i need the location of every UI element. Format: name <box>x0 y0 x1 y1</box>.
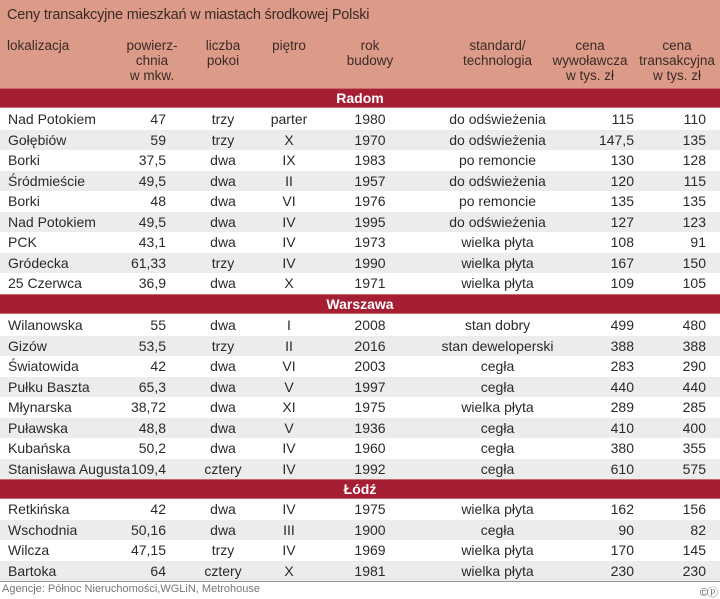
cell-year: 2003 <box>354 358 386 374</box>
cell-rooms: cztery <box>204 460 242 477</box>
cell-standard: cegła <box>480 521 515 538</box>
cell-asking-price: 388 <box>610 337 634 354</box>
cell-floor: X <box>284 562 294 579</box>
cell-asking-price: 289 <box>610 399 634 415</box>
cell-transaction-price: 128 <box>682 152 706 168</box>
cell-asking-price: 410 <box>610 419 634 436</box>
cell-location: Kubańska <box>8 440 71 456</box>
table-row <box>0 499 720 520</box>
section-title: Łódź <box>343 481 377 497</box>
col-header-rooms: liczba pokoi <box>205 38 241 68</box>
cell-rooms: dwa <box>210 399 236 415</box>
cell-area: 43,1 <box>138 234 166 250</box>
cell-area: 49,5 <box>138 213 166 230</box>
cell-location: Światowida <box>8 358 79 374</box>
cc-license-icon: ©ⓟ <box>699 587 717 599</box>
cell-floor: X <box>284 275 294 291</box>
cell-location: Gizów <box>8 337 47 354</box>
cell-year: 1975 <box>354 399 386 415</box>
table-row <box>0 315 720 336</box>
cell-floor: XI <box>282 399 296 415</box>
cell-floor: IV <box>282 254 296 271</box>
cell-year: 1995 <box>354 213 386 230</box>
cell-year: 1957 <box>354 172 386 189</box>
cell-year: 1983 <box>354 152 386 168</box>
table-row <box>0 191 720 212</box>
cell-area: 42 <box>150 501 166 517</box>
cell-transaction-price: 135 <box>682 131 706 148</box>
cell-standard: cegła <box>480 358 515 374</box>
rows-radom <box>0 109 720 294</box>
cell-floor: IV <box>282 234 296 250</box>
cell-transaction-price: 575 <box>682 460 706 477</box>
cell-asking-price: 127 <box>610 213 634 230</box>
cell-standard: po remoncie <box>458 193 537 209</box>
cell-asking-price: 170 <box>610 542 634 558</box>
cell-asking-price: 130 <box>610 152 634 168</box>
cell-standard: wielka płyta <box>461 275 534 291</box>
cell-asking-price: 380 <box>610 440 634 456</box>
table-row <box>0 130 720 151</box>
cell-rooms: trzy <box>211 337 235 354</box>
table-row <box>0 109 720 130</box>
cell-location: Borki <box>8 193 40 209</box>
cell-transaction-price: 400 <box>682 419 706 436</box>
cell-area: 36,9 <box>138 275 166 291</box>
cell-location: Nad Potokiem <box>8 111 96 127</box>
cell-year: 1936 <box>354 419 386 436</box>
section-title: Warszawa <box>326 296 394 312</box>
cell-transaction-price: 388 <box>682 337 706 354</box>
cell-floor: IV <box>282 213 296 230</box>
cell-transaction-price: 355 <box>682 440 706 456</box>
cell-area: 109,4 <box>130 460 166 477</box>
cell-area: 53,5 <box>138 337 166 354</box>
col-header-area: powierz- chnia w mkw. <box>126 38 178 83</box>
cell-standard: wielka płyta <box>461 254 534 271</box>
cell-rooms: dwa <box>210 275 236 291</box>
cell-standard: stan deweloperski <box>441 337 554 354</box>
table-row <box>0 459 720 480</box>
cell-floor: parter <box>270 111 308 127</box>
cell-transaction-price: 480 <box>682 317 706 333</box>
table-row <box>0 232 720 253</box>
col-header-transaction-price: cena transakcyjna w tys. zł <box>639 38 715 83</box>
cell-transaction-price: 123 <box>682 213 706 230</box>
cell-floor: III <box>283 521 295 538</box>
cell-asking-price: 283 <box>610 358 634 374</box>
table-row <box>0 438 720 459</box>
section-title: Radom <box>336 90 384 106</box>
cell-floor: IX <box>282 152 296 168</box>
cell-standard: wielka płyta <box>461 234 534 250</box>
cell-area: 48,8 <box>138 419 166 436</box>
cell-transaction-price: 440 <box>682 378 706 395</box>
cell-asking-price: 147,5 <box>598 131 634 148</box>
cell-standard: wielka płyta <box>461 399 534 415</box>
cell-year: 1981 <box>354 562 386 579</box>
cell-transaction-price: 105 <box>682 275 706 291</box>
table-row <box>0 356 720 377</box>
cell-asking-price: 115 <box>611 111 634 127</box>
cell-area: 55 <box>150 317 166 333</box>
cell-location: Młynarska <box>8 399 72 415</box>
cell-floor: V <box>284 419 294 436</box>
cell-floor: IV <box>282 440 296 456</box>
cell-standard: do odświeżenia <box>449 172 546 189</box>
cell-standard: cegła <box>480 440 515 456</box>
cell-transaction-price: 91 <box>690 234 706 250</box>
table-row <box>0 273 720 294</box>
cell-year: 1900 <box>354 521 386 538</box>
source-note: Agencje: Północ Nieruchomości,WGLiN, Metrohouse <box>2 583 261 595</box>
cell-transaction-price: 230 <box>682 562 706 579</box>
cell-asking-price: 108 <box>610 234 634 250</box>
cell-asking-price: 120 <box>610 172 634 189</box>
cell-rooms: trzy <box>211 111 235 127</box>
cell-transaction-price: 285 <box>682 399 706 415</box>
rows-lodz <box>0 499 720 581</box>
table-title: Ceny transakcyjne mieszkań w miastach środkowej Polski <box>7 7 370 23</box>
cell-transaction-price: 110 <box>683 111 706 127</box>
cell-standard: cegła <box>480 378 515 395</box>
cell-year: 1992 <box>354 460 386 477</box>
cell-rooms: dwa <box>210 440 236 456</box>
cell-floor: IV <box>282 460 296 477</box>
cell-rooms: dwa <box>210 358 236 374</box>
cell-location: Gołębiów <box>8 131 67 148</box>
cell-standard: cegła <box>480 460 515 477</box>
cell-area: 42 <box>150 358 166 374</box>
table-row <box>0 212 720 233</box>
cell-year: 2016 <box>354 337 386 354</box>
cell-asking-price: 167 <box>610 254 634 271</box>
section-header-warszawa <box>0 294 720 314</box>
cell-location: Wilanowska <box>8 317 83 333</box>
cell-rooms: trzy <box>211 542 235 558</box>
cell-area: 48 <box>150 193 166 209</box>
col-header-floor: piętro <box>272 38 306 53</box>
table-row <box>0 397 720 418</box>
footer-divider <box>0 581 720 582</box>
cell-rooms: dwa <box>210 317 236 333</box>
col-header-year: rok budowy <box>346 38 394 68</box>
cell-location: Pułku Baszta <box>8 378 90 395</box>
cell-standard: wielka płyta <box>461 562 534 579</box>
cell-standard: wielka płyta <box>461 542 534 558</box>
cell-floor: IV <box>282 542 296 558</box>
cell-floor: V <box>284 378 294 395</box>
col-header-standard: standard/ technologia <box>462 38 533 68</box>
cell-standard: do odświeżenia <box>449 111 546 127</box>
cell-location: Puławska <box>8 419 68 436</box>
cell-year: 1973 <box>354 234 386 250</box>
cell-rooms: dwa <box>210 213 236 230</box>
table-header <box>0 0 720 88</box>
cell-area: 59 <box>150 131 166 148</box>
cell-asking-price: 135 <box>610 193 634 209</box>
cell-rooms: dwa <box>210 193 236 209</box>
cell-area: 50,16 <box>130 521 166 538</box>
cell-rooms: dwa <box>210 172 236 189</box>
table-row <box>0 561 720 582</box>
cell-rooms: dwa <box>210 234 236 250</box>
cell-year: 1971 <box>354 275 386 291</box>
cell-rooms: cztery <box>204 562 242 579</box>
cell-standard: po remoncie <box>458 152 537 168</box>
table-row <box>0 418 720 439</box>
cell-location: Nad Potokiem <box>8 213 96 230</box>
section-header-lodz <box>0 479 720 499</box>
cell-transaction-price: 156 <box>682 501 706 517</box>
cell-asking-price: 499 <box>610 317 634 333</box>
table-row <box>0 377 720 398</box>
cell-year: 1969 <box>354 542 386 558</box>
table-row <box>0 336 720 357</box>
cell-asking-price: 162 <box>610 501 634 517</box>
cell-rooms: dwa <box>210 521 236 538</box>
cell-rooms: dwa <box>210 378 236 395</box>
cell-location: Śródmieście <box>8 172 86 189</box>
cell-area: 37,5 <box>138 152 166 168</box>
cell-transaction-price: 290 <box>682 358 706 374</box>
cell-floor: IV <box>282 501 296 517</box>
cell-area: 50,2 <box>138 440 166 456</box>
cell-asking-price: 90 <box>618 521 634 538</box>
cell-year: 1975 <box>354 501 386 517</box>
cell-floor: X <box>284 131 294 148</box>
cell-asking-price: 109 <box>610 275 634 291</box>
cell-asking-price: 610 <box>610 460 634 477</box>
cell-location: Wilcza <box>8 542 50 558</box>
cell-location: Gródecka <box>8 254 69 271</box>
cell-transaction-price: 115 <box>683 172 706 189</box>
cell-year: 1997 <box>354 378 386 395</box>
cell-location: Stanisława Augusta <box>8 460 131 477</box>
cell-rooms: dwa <box>210 152 236 168</box>
cell-asking-price: 440 <box>610 378 634 395</box>
cell-area: 65,3 <box>138 378 166 395</box>
cell-location: Bartoka <box>8 562 57 579</box>
cell-asking-price: 230 <box>610 562 634 579</box>
cell-area: 64 <box>150 562 166 579</box>
cell-location: Borki <box>8 152 40 168</box>
table-row <box>0 520 720 541</box>
cell-year: 1990 <box>354 254 386 271</box>
cell-standard: wielka płyta <box>461 501 534 517</box>
cell-location: Wschodnia <box>8 521 78 538</box>
cell-area: 47,15 <box>130 542 166 558</box>
cell-floor: I <box>287 317 291 333</box>
col-header-asking-price: cena wywoławcza w tys. zł <box>552 38 628 83</box>
cell-location: 25 Czerwca <box>8 275 82 291</box>
cell-area: 38,72 <box>130 399 166 415</box>
cell-rooms: dwa <box>210 501 236 517</box>
cell-location: PCK <box>8 234 37 250</box>
table-row <box>0 253 720 274</box>
col-header-location: lokalizacja <box>7 38 70 53</box>
cell-rooms: dwa <box>210 419 236 436</box>
rows-warszawa <box>0 315 720 479</box>
cell-floor: II <box>285 172 293 189</box>
cell-transaction-price: 135 <box>682 193 706 209</box>
table-row <box>0 171 720 192</box>
cell-rooms: trzy <box>211 254 235 271</box>
cell-area: 47 <box>150 111 166 127</box>
cell-year: 1970 <box>354 131 386 148</box>
cell-standard: do odświeżenia <box>449 213 546 230</box>
cell-standard: do odświeżenia <box>449 131 546 148</box>
cell-year: 1980 <box>354 111 386 127</box>
cell-standard: cegła <box>480 419 515 436</box>
cell-floor: VI <box>282 193 296 209</box>
cell-rooms: trzy <box>211 131 235 148</box>
cell-transaction-price: 150 <box>682 254 706 271</box>
cell-standard: stan dobry <box>464 317 531 333</box>
cell-year: 1976 <box>354 193 386 209</box>
cell-floor: VI <box>282 358 296 374</box>
table-row <box>0 150 720 171</box>
section-header-radom <box>0 88 720 108</box>
cell-year: 2008 <box>354 317 386 333</box>
cell-location: Retkińska <box>8 501 70 517</box>
cell-floor: II <box>285 337 293 354</box>
cell-transaction-price: 145 <box>682 542 706 558</box>
cell-year: 1960 <box>354 440 386 456</box>
cell-area: 61,33 <box>130 254 166 271</box>
table-row <box>0 540 720 561</box>
cell-transaction-price: 82 <box>690 521 706 538</box>
cell-area: 49,5 <box>138 172 166 189</box>
